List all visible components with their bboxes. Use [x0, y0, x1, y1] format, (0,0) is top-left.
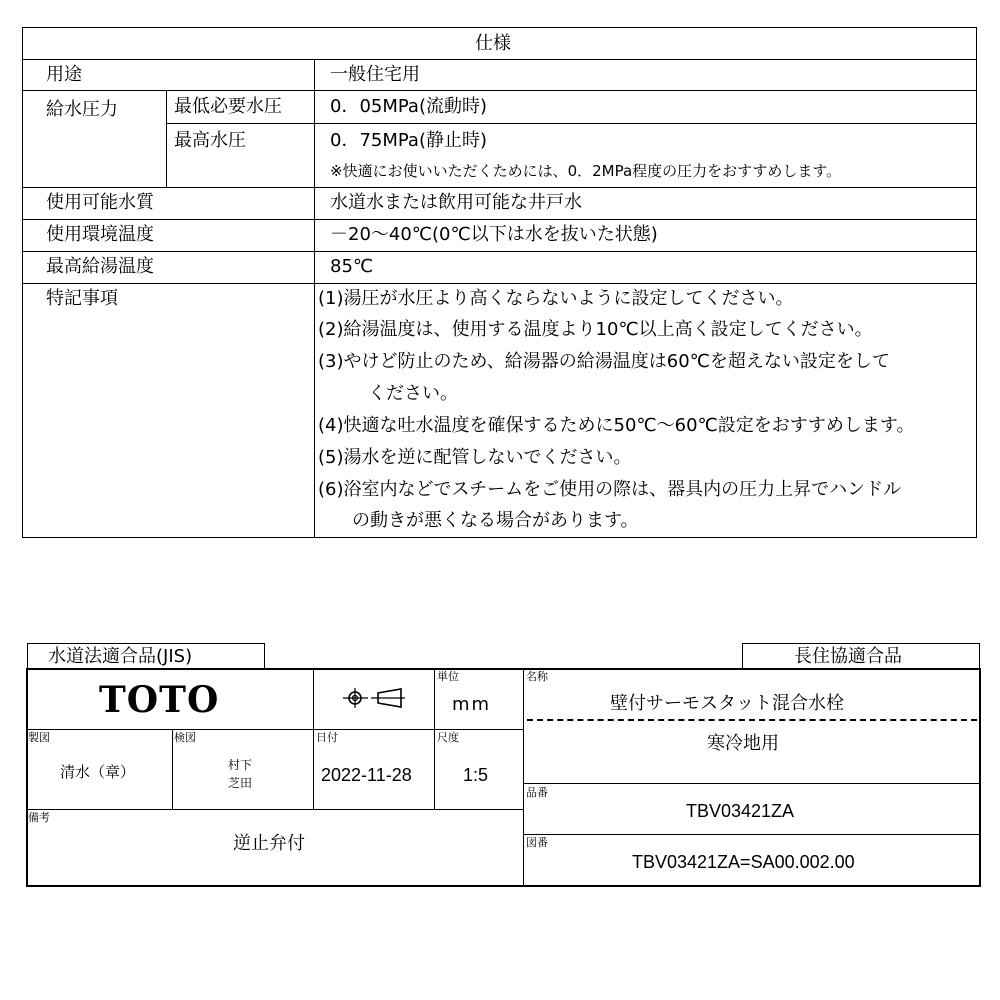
spec-title: 仕様 [475, 33, 511, 54]
checked-value: 村下 [228, 758, 253, 772]
pressure-note: ※快適にお使いいただくためには、0．2MPa程度の圧力をおすすめします。 [330, 162, 842, 180]
remarks-value: 逆止弁付 [233, 833, 305, 854]
max-pressure-label: 最高水圧 [174, 130, 246, 151]
choju-label: 長住協適合品 [794, 646, 902, 667]
note-line: (3)やけど防止のため、給湯器の給湯温度は60℃を超えない設定をして [318, 351, 890, 372]
drawn-value: 清水（章） [60, 763, 136, 781]
notes-label: 特記事項 [46, 288, 118, 309]
date-label: 日付 [316, 731, 338, 744]
usage-label: 用途 [46, 64, 82, 85]
unit-label: 単位 [437, 670, 459, 683]
part-value: TBV03421ZA [686, 801, 795, 821]
note-line: (5)湯水を逆に配管しないでください。 [318, 447, 632, 468]
sub-value: 寒冷地用 [707, 733, 779, 754]
max-hot-label: 最高給湯温度 [46, 256, 154, 277]
note-line: (4)快適な吐水温度を確保するために50℃～60℃設定をおすすめします。 [318, 415, 915, 436]
usage-value: 一般住宅用 [330, 64, 420, 85]
note-line: ください。 [368, 383, 458, 404]
scale-label: 尺度 [437, 731, 459, 744]
unit-value: mm [452, 694, 492, 715]
part-label: 品番 [526, 786, 548, 799]
drawing-value: TBV03421ZA=SA00.002.00 [632, 852, 855, 872]
max-pressure-value: 0．75MPa(静止時) [330, 130, 488, 151]
name-value: 壁付サーモスタット混合水栓 [610, 693, 844, 714]
max-hot-value: 85℃ [330, 256, 374, 277]
jis-label: 水道法適合品(JIS) [48, 646, 193, 667]
note-line: の動きが悪くなる場合があります。 [352, 510, 639, 531]
env-temp-label: 使用環境温度 [46, 224, 154, 245]
pressure-label: 給水圧力 [46, 99, 118, 120]
water-quality-label: 使用可能水質 [46, 192, 154, 213]
drawing-label: 図番 [526, 836, 548, 849]
water-quality-value: 水道水または飲用可能な井戸水 [330, 192, 582, 213]
env-temp-value: －20～40℃(0℃以下は水を抜いた状態) [330, 224, 658, 245]
min-pressure-label: 最低必要水圧 [174, 96, 282, 117]
date-value: 2022-11-28 [321, 765, 412, 785]
checked-value: 芝田 [228, 776, 253, 790]
scale-value: 1:5 [463, 765, 489, 785]
toto-logo: TOTO [99, 679, 220, 721]
drawn-label: 製図 [28, 731, 50, 744]
note-line: (2)給湯温度は、使用する温度より10℃以上高く設定してください。 [318, 319, 873, 340]
note-line: (1)湯圧が水圧より高くならないように設定してください。 [318, 288, 794, 309]
min-pressure-value: 0．05MPa(流動時) [330, 96, 488, 117]
note-line: (6)浴室内などでスチームをご使用の際は、器具内の圧力上昇でハンドル [318, 479, 902, 500]
name-label: 名称 [526, 670, 548, 683]
checked-label: 検図 [174, 731, 196, 744]
third-angle-projection-icon [341, 686, 407, 710]
remarks-label: 備考 [28, 811, 50, 824]
